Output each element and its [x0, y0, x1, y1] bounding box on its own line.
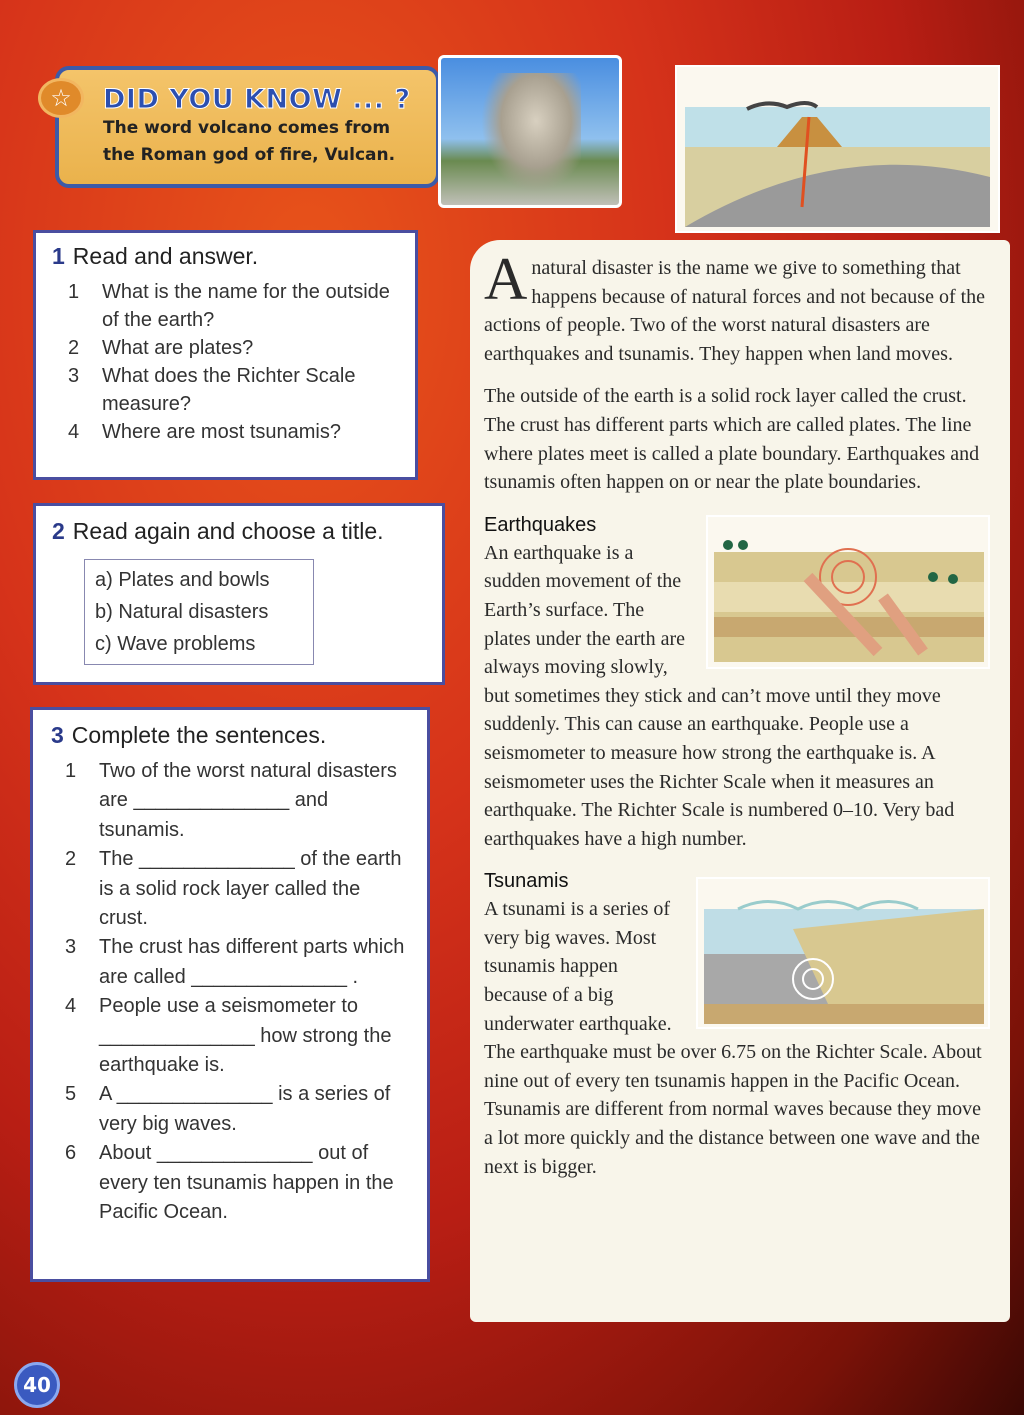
sentence-text[interactable]: People use a seismometer to ______________ how strong the earthquake is. — [99, 995, 392, 1077]
question-text: Where are most tsunamis? — [102, 421, 341, 443]
section-heading-earthquakes: Earthquakes — [484, 513, 597, 536]
title-option[interactable]: c) Wave problems — [95, 633, 256, 655]
sentence-text[interactable]: About ______________ out of every ten tsunamis happen in the Pacific Ocean. — [99, 1142, 394, 1224]
exercise-number: 3 — [51, 722, 64, 748]
question-number: 3 — [68, 365, 80, 387]
earthquake-diagram — [706, 515, 990, 669]
did-you-know-title: DID YOU KNOW ... ? — [103, 84, 411, 115]
paragraph: An earthquake is a sudden movement of the Earth’s surface. The plates under the earth are always moving slowly, but sometimes they stick and can’t move until they move suddenly. This can cause an earthquake. People use a seismometer to measure how strong the earthquake is. A seismometer uses the Richter Scale when it measures an earthquake. The Richter Scale is numbered 0–10. Very bad earthquakes have a high number. — [484, 541, 955, 850]
question-number: 4 — [68, 421, 80, 443]
exercise-number: 2 — [52, 518, 65, 544]
sentence-text[interactable]: A ______________ is a series of very big waves. — [99, 1083, 391, 1135]
question-number: 2 — [68, 337, 80, 359]
sentence-text[interactable]: The ______________ of the earth is a solid rock layer called the crust. — [99, 848, 402, 930]
title-option[interactable]: a) Plates and bowls — [95, 569, 270, 591]
exercise-title: Complete the sentences. — [71, 722, 327, 748]
exercise-1 — [33, 230, 418, 480]
paragraph: The outside of the earth is a solid rock layer called the crust. The crust has different parts which are called plates. The line where plates meet is called a plate boundary. Earthquakes and tsunamis often happen on or near the plate boundaries. — [484, 385, 980, 494]
sentence-number: 4 — [65, 995, 77, 1018]
volcano-diagram — [675, 65, 1000, 233]
vulcan-statue-photo — [438, 55, 622, 208]
drop-cap: A — [484, 246, 528, 312]
question-text: What does the Richter Scale measure? — [102, 365, 356, 415]
sentence-text[interactable]: Two of the worst natural disasters are ______________ and tsunamis. — [99, 760, 397, 841]
sentence-number: 6 — [65, 1142, 77, 1165]
exercise-number: 1 — [52, 243, 65, 269]
did-you-know-box — [55, 66, 440, 188]
sentence-text[interactable]: The crust has different parts which are called ______________ . — [99, 936, 405, 988]
sentence-number: 5 — [65, 1083, 77, 1106]
did-you-know-line: the Roman god of fire, Vulcan. — [103, 145, 396, 165]
paragraph: natural disaster is the name we give to something that happens because of natural forces and not because of the actions of people. Two of the worst natural disasters are earthquakes and tsunamis. They happen when land moves. — [484, 257, 986, 365]
paragraph: A tsunami is a series of very big waves. Most tsunamis happen because of a big underwater earthquake. The earthquake must be over 6.75 on the Richter Scale. About nine out of every ten tsunamis happen in the Pacific Ocean. Tsunamis are different from normal waves because they move a lot more quickly and the distance between one wave and the next is bigger. — [484, 898, 982, 1178]
did-you-know-line: The word volcano comes from — [103, 118, 391, 138]
question-number: 1 — [68, 281, 80, 303]
title-options — [84, 559, 314, 665]
sentence-number: 2 — [65, 848, 77, 871]
star-icon: ☆ — [38, 78, 84, 118]
exercise-title: Read again and choose a title. — [72, 518, 384, 544]
sentence-number: 1 — [65, 760, 77, 782]
question-text: What are plates? — [102, 337, 254, 359]
reading-text-panel — [470, 240, 1010, 1322]
exercise-title: Read and answer. — [72, 243, 259, 269]
section-heading-tsunamis: Tsunamis — [484, 870, 569, 893]
title-option[interactable]: b) Natural disasters — [95, 601, 269, 623]
tsunami-diagram — [696, 877, 990, 1029]
exercise-2 — [33, 503, 445, 685]
exercise-3 — [30, 707, 430, 1282]
question-text: What is the name for the outside of the earth? — [102, 281, 390, 331]
sentence-number: 3 — [65, 936, 77, 959]
page-number: 40 — [14, 1362, 60, 1408]
